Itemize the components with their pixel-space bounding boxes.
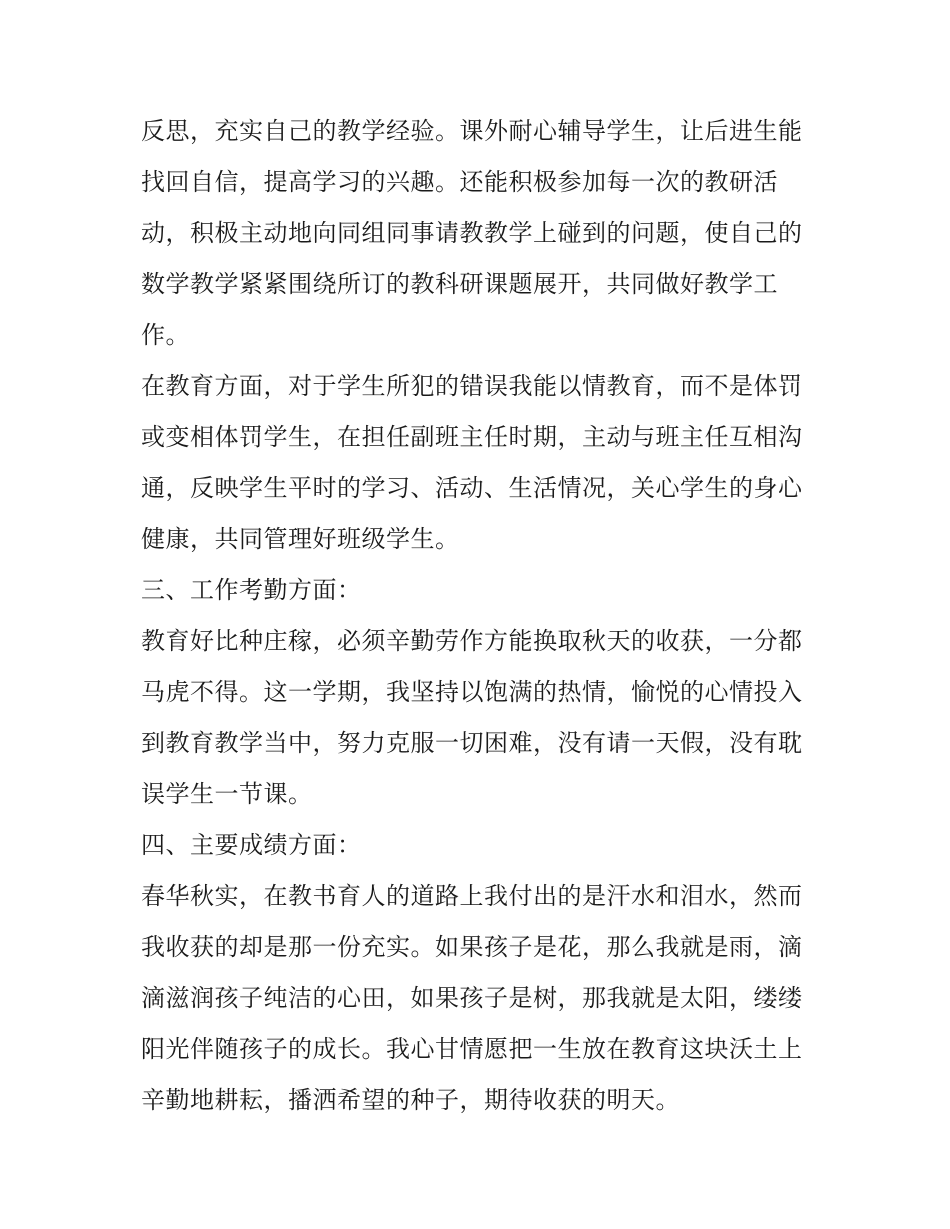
- text-line: 春华秋实，在教书育人的道路上我付出的是汗水和泪水，然而: [141, 882, 803, 910]
- section-heading: 三、工作考勤方面：: [141, 576, 362, 604]
- text-line: 教育好比种庄稼，必须辛勤劳作方能换取秋天的收获，一分都: [141, 627, 803, 655]
- text-line: 健康，共同管理好班级学生。: [141, 525, 460, 553]
- document-body: [141, 106, 821, 1126]
- text-line: 找回自信，提高学习的兴趣。还能积极参加每一次的教研活: [141, 168, 778, 196]
- text-line: 动，积极主动地向同组同事请教教学上碰到的问题，使自己的: [141, 219, 803, 247]
- text-line: 反思，充实自己的教学经验。课外耐心辅导学生，让后进生能: [141, 117, 803, 145]
- text-line: 我收获的却是那一份充实。如果孩子是花，那么我就是雨，滴: [141, 933, 803, 961]
- text-line: 作。: [141, 321, 190, 349]
- text-line: 误学生一节课。: [141, 780, 313, 808]
- text-line: 阳光伴随孩子的成长。我心甘情愿把一生放在教育这块沃土上: [141, 1035, 803, 1063]
- text-line: 马虎不得。这一学期，我坚持以饱满的热情，愉悦的心情投入: [141, 678, 803, 706]
- text-line: 在教育方面，对于学生所犯的错误我能以情教育，而不是体罚: [141, 372, 803, 400]
- text-line: 通，反映学生平时的学习、活动、生活情况，关心学生的身心: [141, 474, 803, 502]
- text-line: 辛勤地耕耘，播洒希望的种子，期待收获的明天。: [141, 1086, 680, 1114]
- text-line: 数学教学紧紧围绕所订的教科研课题展开，共同做好教学工: [141, 270, 778, 298]
- text-line: 滴滋润孩子纯洁的心田，如果孩子是树，那我就是太阳，缕缕: [141, 984, 803, 1012]
- section-heading: 四、主要成绩方面：: [141, 831, 362, 859]
- text-line: 到教育教学当中，努力克服一切困难，没有请一天假，没有耽: [141, 729, 803, 757]
- text-line: 或变相体罚学生，在担任副班主任时期，主动与班主任互相沟: [141, 423, 803, 451]
